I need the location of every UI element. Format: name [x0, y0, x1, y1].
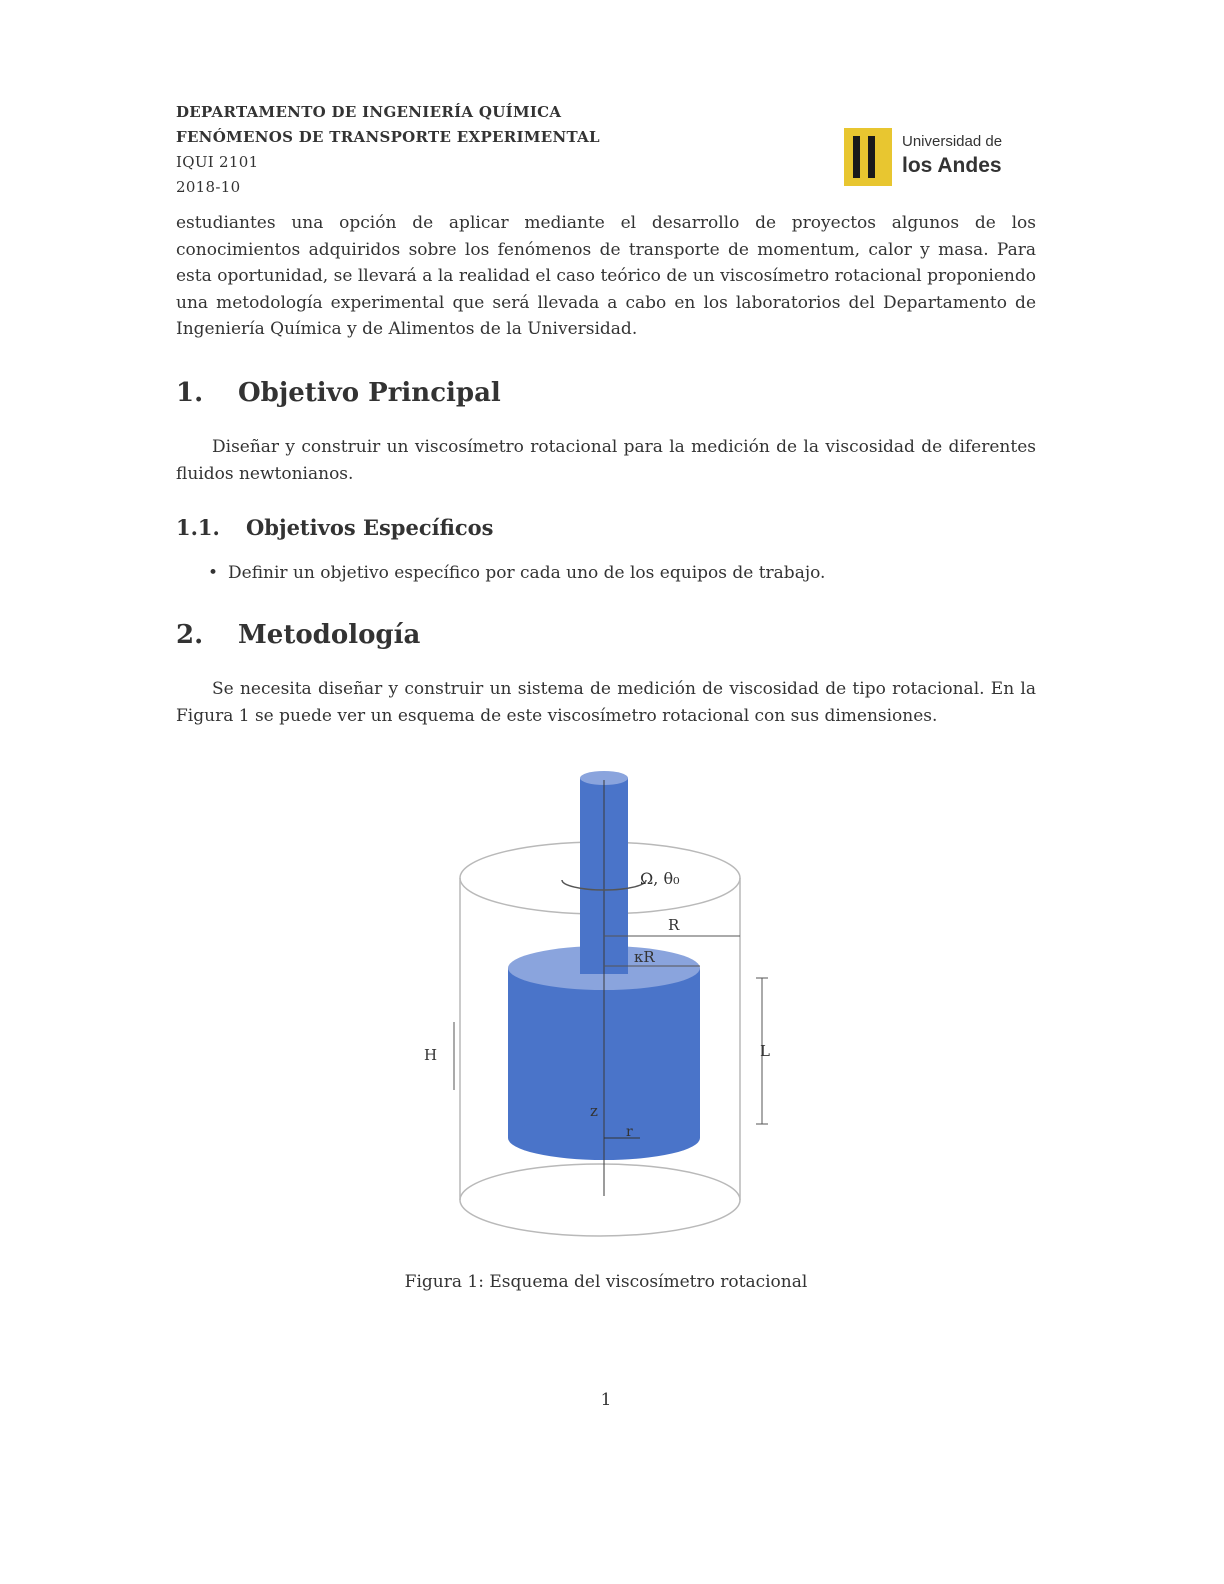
section-title: Objetivo Principal — [238, 378, 501, 408]
logo-line-2: los Andes — [902, 154, 1002, 177]
intro-paragraph: estudiantes una opción de aplicar mediante el desarrollo de proyectos algunos de los conocimientos adquiridos sobre los fenómenos de transporte de momentum, calor y masa. Para esta oportunidad, se llevará a la realidad el caso teórico de un viscosímetro rotacional proponiendo una metodología experimental que será llevada a cabo en los laboratorios del Departamento de Ingeniería Química y de Alimentos de la Universidad. — [176, 213, 1036, 339]
label-omega: Ω, θ₀ — [640, 869, 680, 888]
viscometer-figure — [400, 760, 820, 1260]
section-heading-objective — [176, 378, 501, 408]
subsection-title: Objetivos Específicos — [246, 515, 494, 540]
header-text — [176, 100, 600, 200]
objective-paragraph: Diseñar y construir un viscosímetro rotacional para la medición de la viscosidad de diferentes fluidos newtonianos. — [176, 437, 1036, 484]
label-H: H — [424, 1046, 438, 1064]
section-number: 1. — [176, 378, 204, 408]
subsection-heading-specific — [176, 515, 493, 540]
label-R: R — [668, 916, 680, 934]
label-kR: κR — [634, 948, 655, 966]
header-term: 2018-10 — [176, 178, 241, 196]
university-logo — [844, 126, 1036, 188]
logo-mark-icon — [844, 128, 892, 186]
header-course-code: IQUI 2101 — [176, 153, 259, 171]
label-r: r — [626, 1124, 633, 1140]
header-department: DEPARTAMENTO DE INGENIERÍA QUÍMICA — [176, 103, 562, 121]
page-number: 1 — [600, 1390, 612, 1410]
logo-text — [902, 130, 1002, 178]
list-item — [208, 560, 1036, 586]
outer-cylinder-bottom — [460, 1164, 740, 1236]
page-header — [176, 100, 1036, 200]
section-heading-methodology — [176, 620, 420, 650]
header-course-name: FENÓMENOS DE TRANSPORTE EXPERIMENTAL — [176, 128, 600, 146]
subsection-number: 1.1. — [176, 515, 220, 540]
label-z: z — [590, 1102, 598, 1120]
section-number: 2. — [176, 620, 204, 650]
list-item-text: Definir un objetivo específico por cada uno de los equipos de trabajo. — [228, 563, 826, 583]
logo-line-1: Universidad de — [902, 133, 1003, 150]
viscometer-diagram — [400, 760, 820, 1260]
label-L: L — [760, 1042, 770, 1060]
methodology-paragraph: Se necesita diseñar y construir un sistema de medición de viscosidad de tipo rotacional. En la Figura 1 se puede ver un esquema de este viscosímetro rotacional con sus dimensiones. — [176, 679, 1036, 726]
bullet-icon: • — [208, 563, 219, 583]
figure-caption: Figura 1: Esquema del viscosímetro rotacional — [404, 1272, 808, 1292]
section-title: Metodología — [238, 620, 421, 650]
